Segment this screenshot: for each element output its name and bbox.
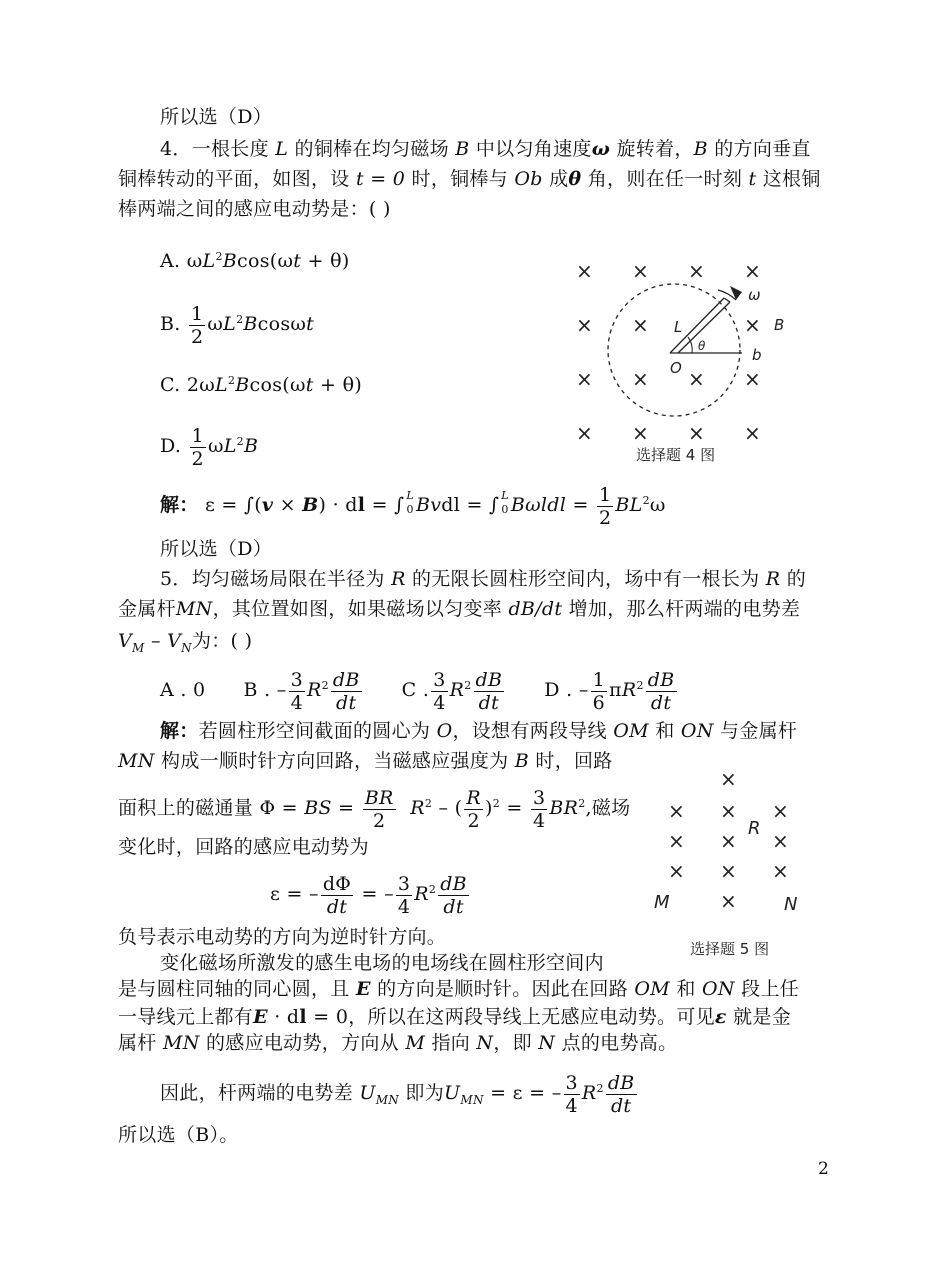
numerator: dΦ — [322, 872, 352, 895]
fraction — [189, 303, 205, 348]
denominator: 4 — [433, 691, 446, 714]
expr: × — [273, 494, 303, 516]
expr: BS — [304, 797, 332, 819]
fraction — [190, 425, 206, 470]
label-o: O — [670, 359, 682, 377]
expr: R — [306, 679, 322, 701]
lower-limit: 0 — [406, 503, 414, 516]
expr: BL — [615, 494, 643, 516]
denominator: 4 — [290, 691, 303, 714]
expr: t — [305, 374, 314, 396]
subscript: M — [132, 641, 145, 655]
numerator: dB — [607, 1071, 635, 1094]
denominator: 6 — [592, 691, 606, 714]
expr: U — [359, 1082, 376, 1104]
option-b — [243, 668, 363, 714]
expr: L — [223, 313, 237, 335]
text: 中以匀角速度 — [475, 138, 592, 160]
expr: = — [500, 797, 529, 819]
expr: B — [243, 313, 258, 335]
q5-solution-flux — [118, 778, 630, 834]
option-label: C. — [160, 374, 181, 396]
expr: = – — [355, 883, 394, 905]
text: 段上任 — [741, 978, 800, 1000]
field-cross: × — [720, 889, 737, 913]
expr: 2 — [321, 679, 329, 692]
var: MN — [175, 598, 213, 620]
numerator: 3 — [565, 1071, 578, 1094]
text: 因此，杆两端的电势差 — [160, 1082, 354, 1104]
text: 旋转着， — [616, 138, 694, 160]
text: 所以选（D） — [160, 106, 273, 128]
var: R — [391, 568, 406, 590]
fraction — [606, 1072, 637, 1117]
q5-line-3 — [118, 628, 252, 661]
text: 的方向垂直 — [714, 138, 811, 160]
expr: R — [581, 1082, 597, 1104]
label-theta: θ — [698, 339, 706, 353]
field-cross: × — [668, 799, 685, 823]
field-cross: × — [668, 829, 685, 853]
q4-figure-caption: 选择题 4 图 — [636, 446, 716, 464]
expr: 2ω — [186, 374, 216, 396]
field-cross: × — [688, 367, 705, 391]
q5-line-2 — [118, 596, 800, 622]
expr: B — [222, 250, 238, 272]
expr: – ( — [432, 797, 463, 819]
denominator: dt — [336, 691, 357, 714]
numerator: dB — [647, 668, 675, 691]
option-d — [544, 668, 678, 714]
var: t = 0 — [355, 168, 406, 190]
upper-limit: L — [406, 489, 414, 502]
field-cross: × — [720, 767, 737, 791]
expr: dl = ∫ — [441, 494, 500, 516]
field-cross: × — [744, 421, 761, 445]
label-m: M — [654, 892, 670, 913]
expr: ω — [186, 250, 203, 272]
expr: 2 — [236, 435, 244, 448]
expr: ω — [649, 494, 666, 516]
q5-solution-line-8 — [118, 976, 799, 1002]
numerator: 3 — [397, 872, 411, 895]
field-cross: × — [688, 259, 705, 283]
field-cross: × — [772, 859, 789, 883]
expr: B — [415, 494, 431, 516]
option-a: A . 0 — [160, 679, 206, 701]
text: – — [144, 630, 168, 652]
q5-solution-line-7 — [160, 950, 604, 976]
field-cross: × — [576, 421, 593, 445]
expr: 2 — [596, 1082, 604, 1095]
option-label: A. — [160, 250, 181, 272]
denominator: 4 — [565, 1094, 578, 1117]
expr: = ε = – — [483, 1082, 562, 1104]
fraction — [396, 873, 412, 918]
field-cross: × — [720, 859, 737, 883]
field-cross: × — [632, 367, 649, 391]
denominator: 2 — [190, 325, 204, 348]
q5-solution-emf — [270, 862, 471, 922]
var: ON — [701, 978, 735, 1000]
text: 的 — [786, 568, 807, 590]
label-field-b: B — [774, 316, 785, 334]
expr: l — [357, 494, 366, 516]
upper-limit: L — [501, 489, 509, 502]
numerator: 3 — [532, 786, 546, 809]
expr: 2 — [492, 797, 501, 810]
fraction — [438, 873, 469, 918]
label-omega: ω — [748, 286, 761, 304]
numerator: 3 — [433, 668, 446, 691]
expr: L — [215, 374, 228, 396]
expr: ) · d — [318, 494, 358, 516]
expr: t — [293, 250, 302, 272]
numerator: dB — [332, 668, 360, 691]
expr: B — [243, 435, 259, 457]
text: 指向 — [431, 1032, 471, 1054]
text: 构成一顺时针方向回路，当磁感应强度为 — [161, 750, 509, 772]
expr: L — [202, 250, 216, 272]
field-cross: × — [576, 259, 593, 283]
label-l: L — [674, 318, 683, 336]
q4-solution — [160, 476, 666, 530]
var: E — [355, 978, 371, 1000]
var: R — [765, 568, 781, 590]
var: B — [455, 138, 470, 160]
denominator: 2 — [191, 447, 204, 470]
label-n: N — [784, 894, 798, 915]
fraction — [531, 787, 547, 832]
text: ,磁场 — [585, 797, 631, 819]
numerator: dB — [475, 668, 503, 691]
field-cross: × — [576, 313, 593, 337]
option-label: B . – — [243, 679, 287, 701]
text: 角，则在任一时刻 — [587, 168, 743, 190]
denominator: 2 — [599, 506, 612, 529]
text: 成 — [549, 168, 569, 190]
field-cross: × — [632, 313, 649, 337]
q4-option-a — [160, 244, 350, 274]
expr: 2 — [215, 250, 223, 263]
fraction — [646, 669, 677, 714]
text: ，其位置如图，如果磁场以匀变率 — [212, 598, 503, 620]
q5-solution-line-9 — [118, 1004, 791, 1030]
fraction — [474, 669, 505, 714]
var: ON — [680, 720, 714, 742]
var: V — [167, 630, 182, 652]
so-select-d-2 — [160, 536, 272, 562]
solution-label: 解： — [160, 494, 199, 516]
var: L — [275, 138, 289, 160]
var: θ — [568, 168, 582, 190]
expr: 2 — [227, 374, 236, 387]
var: B — [514, 750, 530, 772]
expr: R — [414, 883, 429, 905]
option-label: D. — [160, 435, 182, 457]
expr: ε = ∫( — [204, 494, 262, 516]
expr: Bωldl = — [510, 494, 596, 516]
expr: π — [609, 679, 622, 701]
expr: R — [410, 797, 425, 819]
expr: B — [302, 494, 319, 516]
text: 一根长度 — [191, 138, 269, 160]
q4-option-d — [160, 418, 258, 470]
text: 即为 — [405, 1082, 445, 1104]
q5-solution-line-10 — [118, 1030, 677, 1056]
q5-solution-line-4 — [118, 834, 369, 860]
text: 负号表示电动势的方向为逆时针方向。 — [118, 926, 447, 948]
field-cross: × — [772, 799, 789, 823]
expr: 2 — [636, 679, 644, 692]
field-cross: × — [772, 829, 789, 853]
fraction — [289, 669, 305, 714]
page-number — [818, 1156, 829, 1182]
lower-limit: 0 — [501, 503, 509, 516]
text: 棒两端之间的感应电动势是：( ) — [118, 198, 391, 220]
expr: 2 — [424, 797, 433, 810]
var: E — [253, 1006, 268, 1028]
expr: 2 — [642, 494, 650, 507]
text: 就是金 — [733, 1006, 792, 1028]
q4-line-1 — [160, 136, 811, 162]
expr: cosω — [257, 313, 307, 335]
numerator: R — [466, 786, 482, 809]
var: N — [476, 1032, 494, 1054]
text: 所以选（D） — [160, 538, 273, 560]
text: 的感应电动势，方向从 — [205, 1032, 399, 1054]
fraction — [591, 669, 607, 714]
var: Ob — [514, 168, 543, 190]
text: 和 — [655, 720, 675, 742]
numerator: BR — [364, 786, 394, 809]
var: V — [118, 630, 133, 652]
expr: 2 — [236, 313, 244, 326]
field-cross: × — [744, 367, 761, 391]
denominator: dt — [650, 691, 672, 714]
text: 和 — [676, 978, 696, 1000]
text: 时，回路 — [535, 750, 613, 772]
option-label: D . – — [544, 679, 589, 701]
field-boundary-circle — [608, 284, 740, 416]
var: M — [405, 1032, 426, 1054]
var: ε — [714, 1006, 727, 1028]
q4-line-3 — [118, 196, 391, 222]
q5-solution-line-1 — [160, 718, 797, 744]
expr: ε = – — [270, 883, 319, 905]
expr: BR — [549, 797, 579, 819]
denominator: 4 — [532, 809, 546, 832]
q5-solution-line-2 — [118, 748, 613, 774]
integral-limits — [501, 489, 509, 517]
text: 这根铜 — [762, 168, 821, 190]
expr: R — [449, 679, 465, 701]
expr: B — [235, 374, 250, 396]
q5-number: 5． — [160, 568, 192, 590]
expr: R — [621, 679, 637, 701]
field-cross: × — [744, 313, 761, 337]
text: 均匀磁场局限在半径为 — [191, 568, 385, 590]
q5-options — [160, 662, 679, 714]
subscript: MN — [460, 1093, 484, 1107]
expr: 2 — [578, 797, 586, 810]
text: 为：( ) — [191, 630, 253, 652]
fraction — [464, 787, 483, 832]
numerator: 1 — [190, 302, 204, 325]
q4-figure — [560, 250, 800, 470]
denominator: 2 — [467, 809, 480, 832]
expr: L — [223, 435, 237, 457]
expr: v — [261, 494, 274, 516]
fraction — [597, 484, 613, 529]
expr: 2 — [464, 679, 472, 692]
numerator: 1 — [599, 483, 612, 506]
expr: l — [299, 1006, 307, 1028]
denominator: 4 — [397, 895, 411, 918]
text: 一导线元上都有 — [118, 1006, 254, 1028]
fraction — [431, 669, 447, 714]
rotation-arrowhead — [730, 286, 742, 300]
denominator: dt — [443, 895, 464, 918]
q4-line-2 — [118, 166, 821, 192]
var: OM — [613, 720, 649, 742]
var: MN — [118, 750, 155, 772]
field-cross: × — [576, 367, 593, 391]
expr: = 0 — [306, 1006, 349, 1028]
q5-figure-caption: 选择题 5 图 — [690, 940, 770, 958]
denominator: dt — [326, 895, 348, 918]
q5-line-1 — [160, 566, 806, 592]
expr: + θ) — [313, 374, 363, 396]
expr: cos(ω — [237, 250, 294, 272]
text: 增加，那么杆两端的电势差 — [568, 598, 801, 620]
expr: + θ) — [301, 250, 350, 272]
text: 是与圆柱同轴的同心圆，且 — [118, 978, 350, 1000]
field-cross: × — [668, 859, 685, 883]
text: 点的电势高。 — [561, 1032, 678, 1054]
text: 若圆柱形空间截面的圆心为 — [198, 720, 431, 742]
expr: = ∫ — [365, 494, 405, 516]
text: 属杆 — [118, 1032, 157, 1054]
fraction — [331, 669, 362, 714]
field-cross: × — [720, 829, 737, 853]
text: 2 — [818, 1159, 830, 1179]
denominator: dt — [610, 1094, 632, 1117]
var: dB/dt — [508, 598, 563, 620]
fraction — [564, 1072, 580, 1117]
text: 变化时，回路的感应电动势为 — [118, 836, 369, 858]
field-cross: × — [720, 799, 737, 823]
text: 铜棒转动的平面，如图，设 — [118, 168, 350, 190]
label-b: b — [752, 346, 762, 364]
expr: v — [430, 494, 442, 516]
denominator: dt — [478, 691, 500, 714]
text: ，即 — [493, 1032, 532, 1054]
q4-option-b — [160, 296, 314, 348]
subscript: MN — [375, 1093, 400, 1107]
expr: cos(ω — [249, 374, 306, 396]
denominator: 2 — [372, 809, 386, 832]
text: 变化磁场所激发的感生电场的电场线在圆柱形空间内 — [160, 952, 604, 974]
var: ω — [591, 138, 611, 160]
expr: ω — [207, 313, 224, 335]
q5-figure — [640, 762, 820, 962]
so-select-d-top — [160, 104, 272, 130]
expr: = — [331, 797, 361, 819]
expr: · d — [267, 1006, 300, 1028]
text: 的方向是顺时针。因此在回路 — [377, 978, 628, 1000]
q5-solution-line-6 — [118, 924, 446, 950]
q4-number: 4． — [160, 138, 192, 160]
var: t — [748, 168, 757, 190]
field-cross: × — [688, 421, 705, 445]
subscript: N — [181, 641, 192, 655]
text: 面积上的磁通量 Φ = — [118, 797, 305, 819]
numerator: dB — [440, 872, 467, 895]
integral-limits — [406, 489, 414, 517]
var: OM — [634, 978, 670, 1000]
text: ，所以在这两段导线上无感应电动势。可见 — [348, 1006, 715, 1028]
solution-label: 解： — [160, 720, 199, 742]
text: ，设想有两段导线 — [452, 720, 607, 742]
option-label: C . — [401, 679, 430, 701]
var: B — [693, 138, 708, 160]
text: 所以选（B）。 — [118, 1124, 239, 1146]
text: 的无限长圆柱形空间内，场中有一根长为 — [412, 568, 760, 590]
fraction — [321, 873, 353, 918]
expr: ω — [207, 435, 224, 457]
expr: t — [306, 313, 315, 335]
text: 与金属杆 — [720, 720, 798, 742]
field-cross: × — [632, 421, 649, 445]
q5-solution-conclusion — [160, 1062, 639, 1127]
var: O — [436, 720, 453, 742]
label-r: R — [748, 818, 761, 839]
field-cross: × — [744, 259, 761, 283]
text: 时，铜棒与 — [411, 168, 509, 190]
q4-option-c — [160, 368, 362, 398]
expr: U — [444, 1082, 461, 1104]
text: 金属杆 — [118, 598, 176, 620]
text: 的铜棒在均匀磁场 — [294, 138, 449, 160]
option-label: B. — [160, 313, 181, 335]
var: N — [538, 1032, 556, 1054]
field-cross: × — [632, 259, 649, 283]
expr: 2 — [428, 883, 437, 896]
expr: ) — [485, 797, 493, 819]
numerator: 1 — [592, 668, 606, 691]
fraction — [363, 787, 396, 832]
numerator: 3 — [290, 668, 303, 691]
so-select-b — [118, 1122, 239, 1148]
option-c — [401, 668, 507, 714]
numerator: 1 — [191, 424, 204, 447]
var: MN — [162, 1032, 200, 1054]
